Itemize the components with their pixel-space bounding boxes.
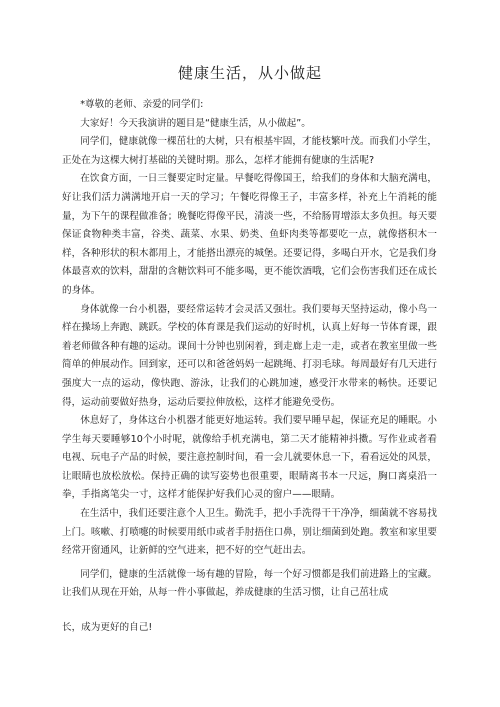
paragraph-exercise: 身体就像一台小机器，要经常运转才会灵活又强壮。我们要每天坚持运动，像小鸟一样在操场上奔跑、跳跃。学校的体育课是我们运动的好时机，认真上好每一节体育课，跟着老师做各种有趣的运动。课间十分钟也别闲着，到走廊上走一走，或者在教室里做一些简单的伸展动作。回到家，还可以和爸爸妈妈一起跳绳、打羽毛球。每周最好有几天进行强度大一点的运动，像快跑、游泳，让我们的心跳加速，感受汗水带来的畅快。还要记得，运动前要做好热身，运动后要拉伸放松，这样才能避免受伤。	[62, 303, 437, 408]
salutation: *尊敬的老师、亲爱的同学们:	[80, 99, 204, 110]
paragraph-diet: 在饮食方面，一日三餐要定时定量。早餐吃得像国王，给我们的身体和大脑充满电，好让我们活力满满地开启一天的学习；午餐吃得像王子，丰富多样，补充上午消耗的能量，为下午的课程做准备；晚餐吃得像平民，清淡一些，不给肠胃增添太多负担。每天要保证食物种类丰富，谷类、蔬菜、水果、奶类、鱼虾肉类等都要吃一点，就像搭积木一样，各种形状的积木都用上，才能搭出漂亮的城堡。还要记得，多喝白开水，它是我们身体最喜欢的饮料，甜甜的含糖饮料可不能多喝，更不能饮酒哦，它们会伤害我们还在成长的身体。	[62, 173, 437, 296]
document-body	[62, 96, 437, 638]
paragraph-conclusion: 同学们，健康的生活就像一场有趣的冒险，每一个好习惯都是我们前进路上的宝藏。让我们从现在开始，从每一件小事做起，养成健康的生活习惯，让自己茁壮成	[62, 568, 437, 599]
paragraph-hygiene: 在生活中，我们还要注意个人卫生。勤洗手，把小手洗得干干净净，细菌就不容易找上门。咳嗽、打喷嚏的时候要用纸巾或者手肘捂住口鼻，别让细菌到处跑。教室和家里要经常开窗通风，让新鲜的空气进来，把不好的空气赶出去。	[62, 508, 437, 557]
paragraph-intro: 同学们，健康就像一棵茁壮的大树，只有根基牢固，才能枝繁叶茂。而我们小学生，正处在为这棵大树打基础的关键时期。那么，怎样才能拥有健康的生活呢?	[62, 136, 437, 166]
document-title: 健康生活，从小做起	[177, 64, 322, 82]
paragraph-rest: 休息好了，身体这台小机器才能更好地运转。我们要早睡早起，保证充足的睡眠。小学生每天要睡够10个小时呢，就像给手机充满电，第二天才能精神抖擞。写作业或者看电视、玩电子产品的时候，要注意控制时间，看一会儿就要休息一下，看看远处的风景，让眼睛也放松放松。保持正确的读写姿势也很重要，眼睛离书本一尺远，胸口离桌沿一拳，手指离笔尖一寸，这样才能保护好我们心灵的窗户——眼睛。	[62, 415, 437, 501]
closing-line: 长，成为更好的自己!	[62, 622, 153, 634]
paragraph-greeting: 大家好！今天我演讲的题目是“健康生活，从小做起”。	[80, 117, 311, 129]
